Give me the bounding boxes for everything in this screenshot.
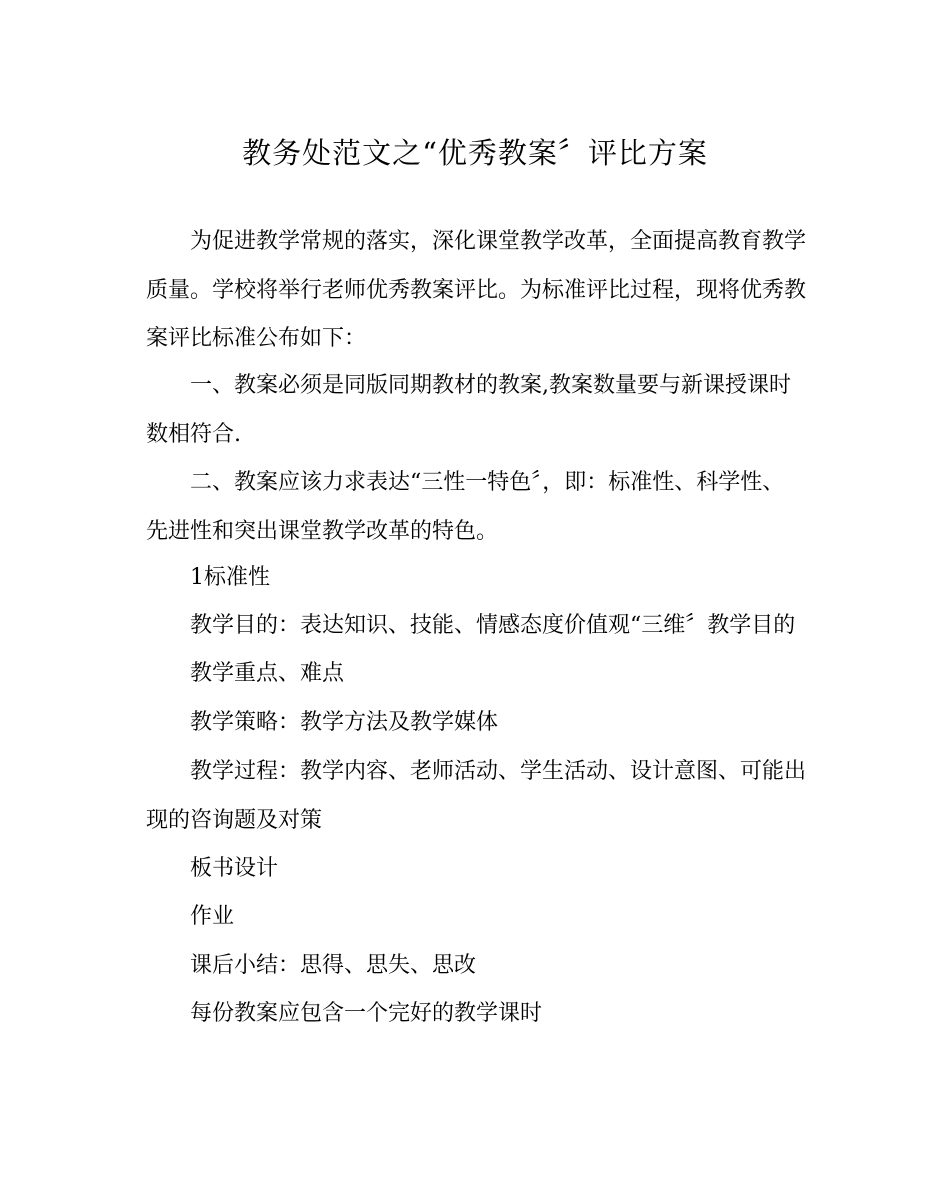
paragraph-process: 教学过程：教学内容、老师活动、学生活动、设计意图、可能出现的咨询题及对策 bbox=[146, 759, 807, 833]
paragraph-key-points: 教学重点、难点 bbox=[190, 661, 345, 686]
paragraph-board-design: 板书设计 bbox=[190, 856, 279, 881]
paragraph-lesson-requirement: 每份教案应包含一个完好的教学课时 bbox=[190, 1001, 543, 1026]
paragraph-intro: 为促进教学常规的落实，深化课堂教学改革，全面提高教育教学质量。学校将举行老师优秀教案评比。为标准评比过程，现将优秀教案评比标准公布如下： bbox=[146, 229, 807, 352]
paragraph-summary: 课后小结：思得、思失、思改 bbox=[190, 953, 477, 978]
paragraph-section-two: 二、教案应该力求表达“三性一特色〞，即：标准性、科学性、先进性和突出课堂教学改革的特色。 bbox=[146, 470, 785, 544]
paragraph-section-one: 一、教案必须是同版同期教材的教案,教案数量要与新课授课时数相符合. bbox=[146, 373, 791, 447]
paragraph-heading-standard: 1标准性 bbox=[190, 565, 270, 590]
paragraph-strategy: 教学策略：教学方法及教学媒体 bbox=[190, 710, 499, 735]
paragraph-teaching-goal: 教学目的：表达知识、技能、情感态度价值观“三维〞教学目的 bbox=[190, 613, 796, 638]
page-title: 教务处范文之“优秀教案〞评比方案 bbox=[242, 136, 708, 170]
paragraph-homework: 作业 bbox=[190, 904, 235, 929]
